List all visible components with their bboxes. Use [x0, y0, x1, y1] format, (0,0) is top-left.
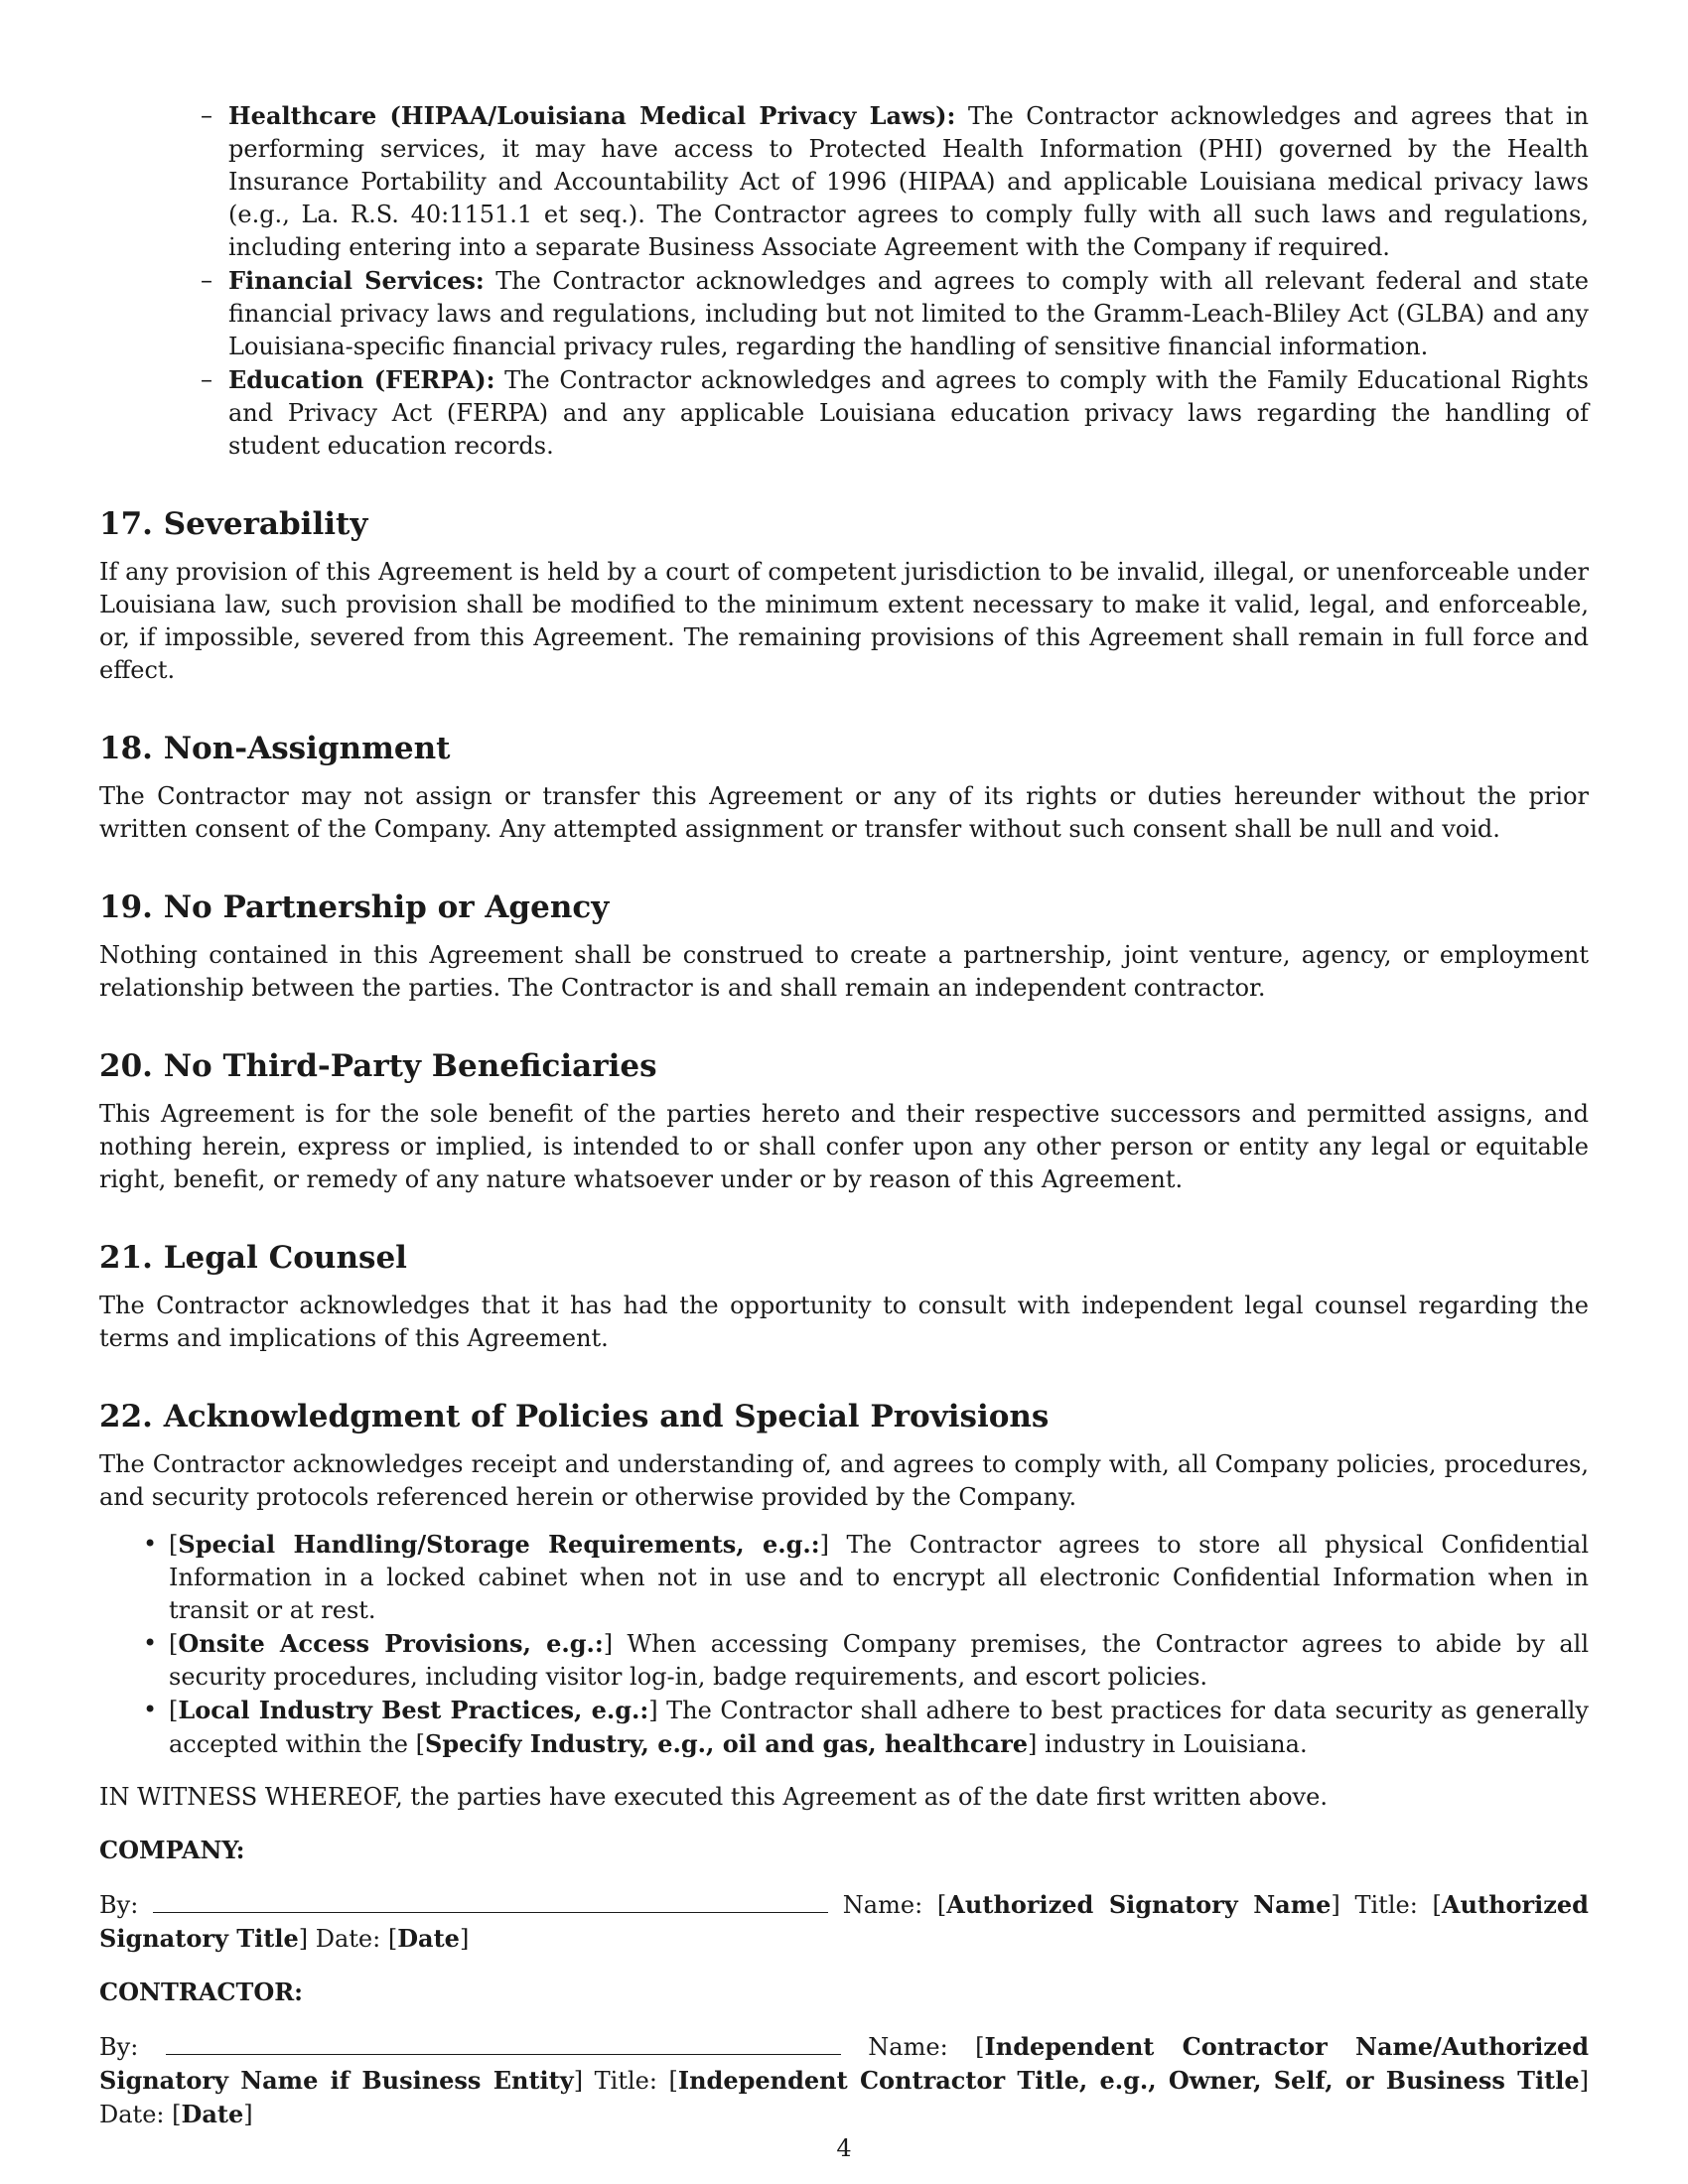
item-label: Healthcare (HIPAA/Louisiana Medical Privacy Laws): — [228, 101, 956, 130]
item-label: Onsite Access Provisions, e.g.: — [178, 1629, 604, 1658]
contractor-signature-line[interactable] — [166, 2032, 841, 2055]
item-text: The Contractor acknowledges and agrees to comply with all relevant federal and state financial privacy laws and regulations, including but not limited to the Gramm-Leach-Bliley Act (GLBA) and any Louisiana-specific financial privacy rules, regarding the handling of sensitive financial information. — [228, 267, 1590, 360]
list-item — [169, 1528, 1589, 1627]
date-label: Date: — [99, 2101, 173, 2128]
section-body: This Agreement is for the sole benefit of the parties hereto and their respective successors and permitted assigns, and nothing herein, express or implied, is intended to or shall confer upon any other person or entity any legal or equitable right, benefit, or remedy of any nature whatsoever under or by reason of this Agreement. — [99, 1100, 1589, 1193]
bracket: [ — [169, 1630, 179, 1658]
item-text: The Contractor acknowledges and agrees that in performing services, it may have access to Protected Health Information (PHI) governed by the Health Insurance Portability and Accountability Act of 1996 (HIPAA) and applicable Louisiana medical privacy laws (e.g., La. R.S. 40:1151.1 et seq.). The Contractor agrees to comply fully with all such laws and regulations, including entering into a separate Business Associate Agreement with the Company if required. — [228, 102, 1589, 261]
title-label: Title: — [583, 2067, 669, 2095]
contractor-name-field[interactable]: Independent Contractor Name/Authorized Signatory Name if Business Entity — [99, 2032, 1589, 2095]
contractor-date-field[interactable]: Date — [181, 2100, 244, 2128]
section-heading: 20. No Third-Party Beneficiaries — [99, 1048, 657, 1084]
date-label: Date: — [308, 1925, 388, 1953]
contractor-heading: CONTRACTOR: — [99, 1978, 304, 2006]
section-body: If any provision of this Agreement is held by a court of competent jurisdiction to be invalid, illegal, or unenforceable under Louisiana law, such provision shall be modified to the minimum extent necessary to make it valid, legal, and enforceable, or, if impossible, severed from this Agreement. The remaining provisions of this Agreement shall remain in full force and effect. — [99, 558, 1589, 684]
bracket: ] — [819, 1531, 829, 1559]
bracket: ] — [1028, 1730, 1038, 1758]
item-text: industry in Louisiana. — [1037, 1730, 1308, 1758]
item-label: Financial Services: — [228, 266, 485, 295]
title-label: Title: — [1339, 1891, 1433, 1919]
section-17 — [99, 504, 1589, 687]
item-text: The Contractor acknowledges and agrees to comply with the Family Educational Rights and Privacy Act (FERPA) and any applicable Louisiana education privacy laws regarding the handling of student education records. — [228, 366, 1589, 460]
section-22 — [99, 1397, 1589, 1514]
section-18 — [99, 729, 1589, 846]
company-date-field[interactable]: Date — [397, 1924, 460, 1953]
company-heading: COMPANY: — [99, 1836, 245, 1864]
company-signature-line[interactable] — [153, 1890, 828, 1913]
industry-placeholder: Specify Industry, e.g., oil and gas, healthcare — [425, 1729, 1029, 1758]
bracket: [ — [415, 1730, 425, 1758]
section-body: The Contractor acknowledges that it has had the opportunity to consult with independent legal counsel regarding the terms and implications of this Agreement. — [99, 1292, 1589, 1352]
by-label: By: — [99, 1891, 139, 1919]
section-heading: 17. Severability — [99, 506, 368, 542]
company-title-field[interactable]: Authorized Signatory Title — [99, 1890, 1589, 1953]
section-heading: 19. No Partnership or Agency — [99, 889, 610, 925]
bracket: ] — [603, 1630, 614, 1658]
section-body: The Contractor may not assign or transfer this Agreement or any of its rights or duties hereunder without the prior written consent of the Company. Any attempted assignment or transfer without such consent shall be null and void. — [99, 782, 1589, 843]
list-item — [228, 363, 1589, 463]
name-label: Name: — [840, 2033, 976, 2061]
company-signature-block: By: Name: [Authorized Signatory Name] Title: [Authorized Signatory Title] Date: [Date] — [99, 1890, 1589, 1953]
name-label: Name: — [828, 1891, 937, 1919]
section-19 — [99, 887, 1589, 1005]
item-label: Special Handling/Storage Requirements, e.g.: — [178, 1530, 820, 1559]
contractor-signature-block: By: Name: [Independent Contractor Name/Authorized Signatory Name if Business Entity] Title: [Independent Contractor Title, e.g., Owner, Self, or Business Title] Date: [Date] — [99, 2032, 1589, 2128]
list-item — [169, 1627, 1589, 1694]
section-20 — [99, 1046, 1589, 1196]
item-text: When accessing Company premises, the Contractor agrees to abide by all security procedures, including visitor log-in, badge requirements, and escort policies. — [169, 1630, 1589, 1691]
bracket: [ — [169, 1531, 179, 1559]
item-label: Local Industry Best Practices, e.g.: — [178, 1696, 649, 1724]
item-text: The Contractor agrees to store all physical Confidential Information in a locked cabinet when not in use and to encrypt all electronic Confidential Information when in transit or at rest. — [169, 1531, 1589, 1624]
bracket: ] — [648, 1697, 658, 1724]
witness-statement: IN WITNESS WHEREOF, the parties have executed this Agreement as of the date first written above. — [99, 1783, 1328, 1811]
special-provisions-list — [99, 1528, 1589, 1761]
section-heading: 18. Non-Assignment — [99, 731, 451, 766]
section-heading: 21. Legal Counsel — [99, 1240, 407, 1276]
by-label: By: — [99, 2033, 139, 2061]
item-label: Education (FERPA): — [228, 365, 495, 394]
contractor-title-field[interactable]: Independent Contractor Title, e.g., Owner, Self, or Business Title — [677, 2066, 1580, 2095]
list-item — [228, 264, 1589, 363]
privacy-law-list — [99, 99, 1589, 463]
bracket: [ — [169, 1697, 179, 1724]
section-body: The Contractor acknowledges receipt and understanding of, and agrees to comply with, all Company policies, procedures, and security protocols referenced herein or otherwise provided by the Company. — [99, 1450, 1589, 1511]
list-item — [169, 1694, 1589, 1761]
section-body: Nothing contained in this Agreement shall be construed to create a partnership, joint venture, agency, or employment relationship between the parties. The Contractor is and shall remain an independent contractor. — [99, 941, 1589, 1002]
section-21 — [99, 1238, 1589, 1355]
item-text: The Contractor shall adhere to best practices for data security as generally accepted within the — [169, 1697, 1589, 1758]
list-item — [228, 99, 1589, 264]
page-number: 4 — [836, 2134, 852, 2162]
company-name-field[interactable]: Authorized Signatory Name — [946, 1890, 1332, 1919]
section-heading: 22. Acknowledgment of Policies and Special Provisions — [99, 1399, 1050, 1434]
document-page — [99, 99, 1589, 2131]
